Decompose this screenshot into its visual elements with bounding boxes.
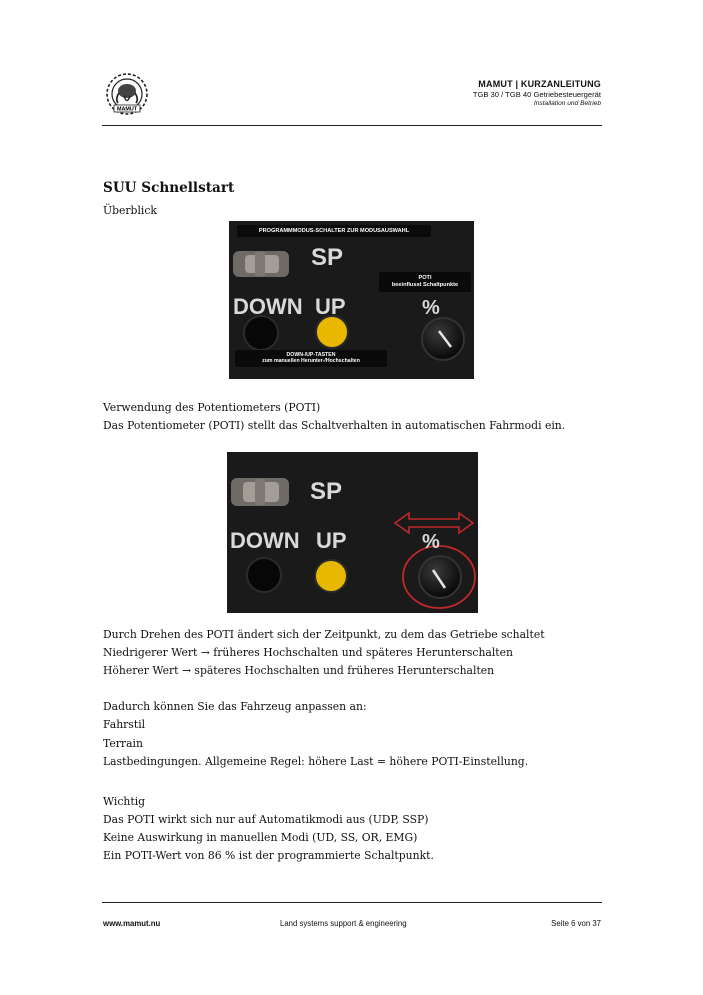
header-subtitle: TGB 30 / TGB 40 Getriebesteuergerät [472,90,601,99]
effects-line-3: Höherer Wert → späteres Hochschalten und früheres Herunterschalten [103,664,495,677]
overview-label: Überblick [103,204,157,217]
footer-tagline: Land systems support & engineering [280,919,407,928]
effects-line-1: Durch Drehen des POTI ändert sich der Zeitpunkt, zu dem das Getriebe schaltet [103,628,545,641]
poti-photo [227,452,478,613]
logo-wordmark: MAMUT [116,106,138,113]
header-title: MAMUT | KURZANLEITUNG [478,79,601,89]
updown-callout-title: DOWN-/UP-TASTEN [286,352,336,358]
footer-divider [102,902,602,903]
overview-photo [229,221,474,379]
important-line-2: Keine Auswirkung in manuellen Modi (UD, SS, OR, EMG) [103,831,418,844]
up-label: UP [315,294,346,319]
effects-line-2: Niedrigerer Wert → früheres Hochschalten und späteres Herunterschalten [103,646,513,659]
percent-label: % [422,531,440,553]
header-subtitle-italic: Installation und Betrieb [533,100,601,107]
poti-description: Das Potentiometer (POTI) stellt das Schaltverhalten in automatischen Fahrmodi ein. [103,419,566,432]
important-line-1: Das POTI wirkt sich nur auf Automatikmodi aus (UDP, SSP) [103,813,429,826]
down-label: DOWN [230,528,300,553]
important-title: Wichtig [103,795,146,808]
poti-callout [379,272,471,292]
updown-keys-callout [235,350,387,367]
updown-callout-text: zum manuellen Herunter-/Hochschalten [262,358,360,365]
up-label: UP [316,528,347,553]
adapt-item-3: Lastbedingungen. Allgemeine Regel: höhere Last = höhere POTI-Einstellung. [103,755,529,768]
header-divider [102,125,602,126]
sp-label: SP [311,244,344,271]
poti-title: Verwendung des Potentiometers (POTI) [103,401,321,414]
adapt-item-2: Terrain [103,737,143,750]
poti-callout-text: beeinflusst Schaltpunkte [391,282,459,288]
important-line-3: Ein POTI-Wert von 86 % ist der programmierte Schaltpunkt. [103,849,434,862]
section-heading: SUU Schnellstart [103,180,235,196]
poti-callout-title: POTI [418,275,432,281]
footer-website-link[interactable]: www.mamut.nu [103,919,161,928]
sp-label: SP [310,478,343,505]
mamut-logo [102,72,152,116]
adapt-item-1: Fahrstil [103,718,146,731]
down-label: DOWN [233,294,303,319]
adapt-intro: Dadurch können Sie das Fahrzeug anpassen an: [103,700,367,713]
footer-page-number: Seite 6 von 37 [551,919,601,928]
mode-switch-callout: PROGRAMMMODUS-SCHALTER ZUR MODUSAUSWAHL [237,225,431,237]
percent-label: % [422,297,440,319]
